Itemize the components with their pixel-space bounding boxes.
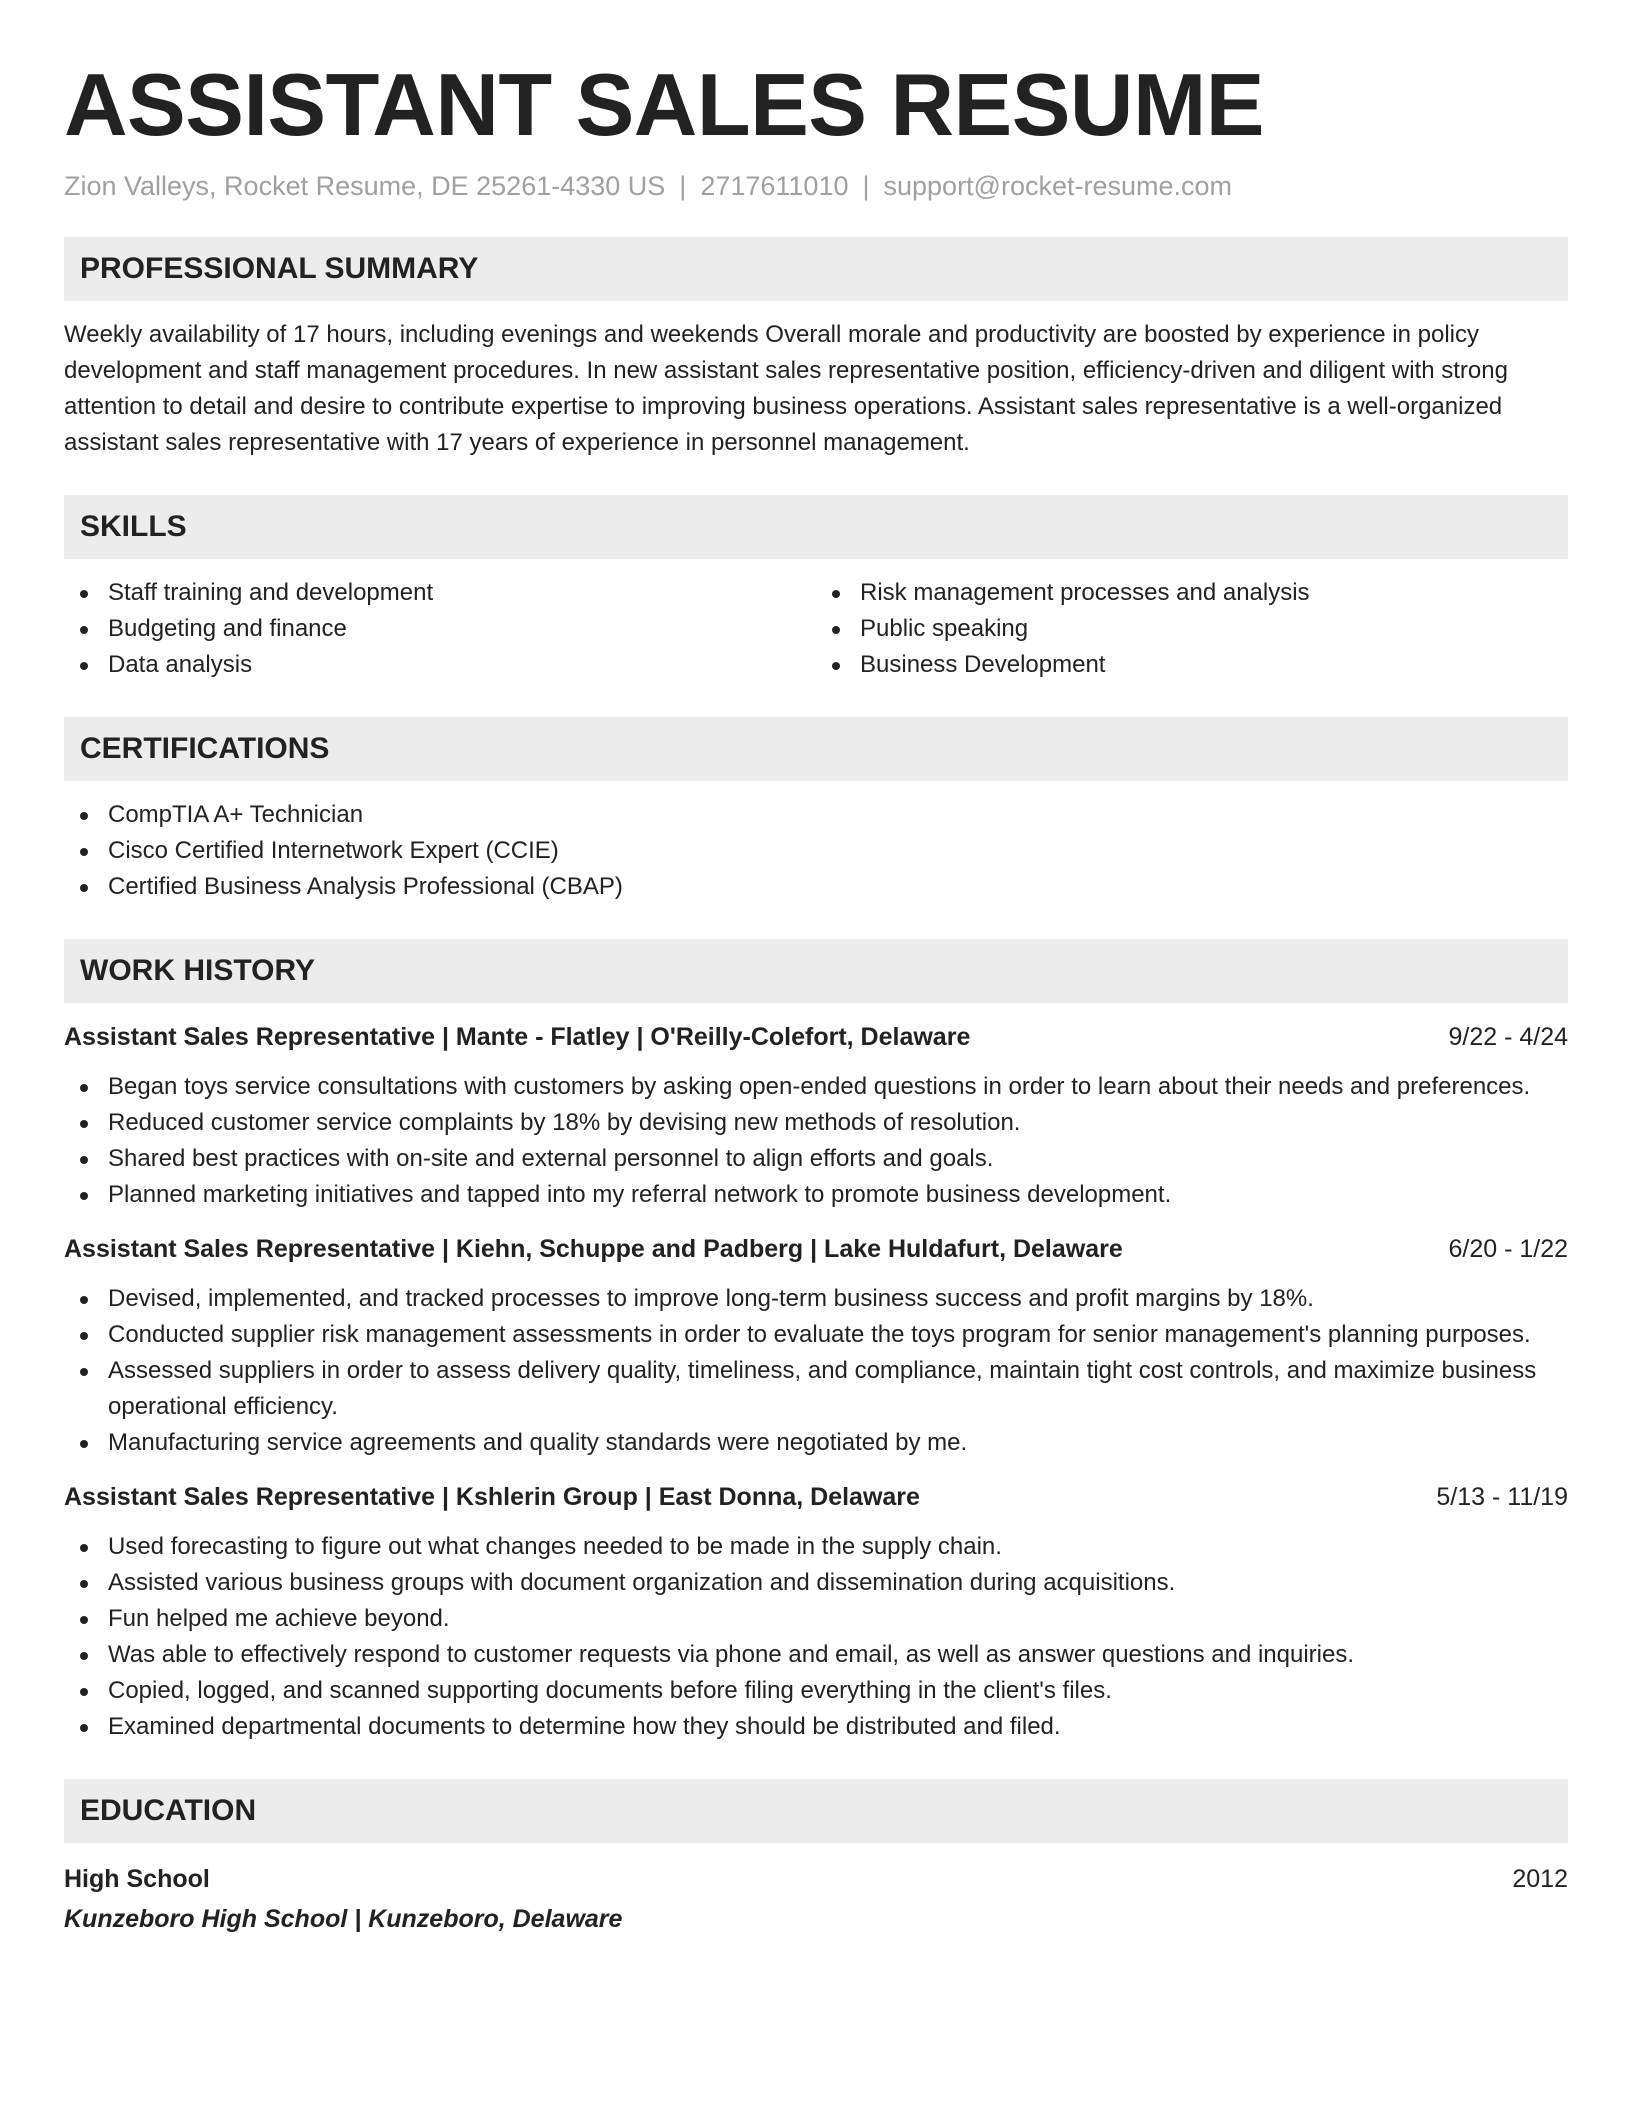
skill-item: Budgeting and finance [64,611,816,647]
job-bullets [64,1069,1568,1213]
skill-item: Business Development [816,647,1568,683]
section-header-summary: PROFESSIONAL SUMMARY [64,237,1568,301]
job-bullet: Reduced customer service complaints by 18% by devising new methods of resolution. [64,1105,1568,1141]
job-dates: 5/13 - 11/19 [1436,1483,1568,1511]
job-dates: 9/22 - 4/24 [1448,1023,1568,1051]
contact-separator: | [862,171,870,201]
job-bullets [64,1529,1568,1745]
skill-item: Public speaking [816,611,1568,647]
job-bullet: Copied, logged, and scanned supporting documents before filing everything in the client's files. [64,1673,1568,1709]
skills-list [64,575,1568,683]
education-year: 2012 [1512,1865,1568,1893]
job-header [64,1479,1568,1515]
section-header-skills: SKILLS [64,495,1568,559]
section-header-education: EDUCATION [64,1779,1568,1843]
certifications-list [64,797,1568,905]
job-title: Assistant Sales Representative | Kshlerin Group | East Donna, Delaware [64,1483,920,1511]
job-header [64,1019,1568,1055]
certification-item: CompTIA A+ Technician [64,797,1568,833]
skills-column-right [816,575,1568,683]
job-bullet: Began toys service consultations with customers by asking open-ended questions in order to learn about their needs and preferences. [64,1069,1568,1105]
skills-column-left [64,575,816,683]
job-bullet: Manufacturing service agreements and quality standards were negotiated by me. [64,1425,1568,1461]
job-header [64,1231,1568,1267]
job-entry [64,1479,1568,1745]
resume-title: ASSISTANT SALES RESUME [64,55,1264,154]
job-bullets [64,1281,1568,1461]
job-bullet: Was able to effectively respond to customer requests via phone and email, as well as answer questions and inquiries. [64,1637,1568,1673]
skill-item: Staff training and development [64,575,816,611]
education-degree: High School [64,1865,210,1893]
certification-item: Certified Business Analysis Professional (CBAP) [64,869,1568,905]
summary-text: Weekly availability of 17 hours, including evenings and weekends Overall morale and productivity are boosted by experience in policy development and staff management procedures. In new assistant sales representative position, efficiency-driven and diligent with strong attention to detail and desire to contribute expertise to improving business operations. Assistant sales representative is a well-organized assistant sales representative with 17 years of experience in personnel management. [64,321,1508,456]
job-bullet: Devised, implemented, and tracked processes to improve long-term business success and profit margins by 18%. [64,1281,1568,1317]
work-history-list [64,1019,1568,1745]
job-bullet: Conducted supplier risk management assessments in order to evaluate the toys program for senior management's planning purposes. [64,1317,1568,1353]
education-header [64,1861,1568,1897]
job-bullet: Used forecasting to figure out what changes needed to be made in the supply chain. [64,1529,1568,1565]
contact-address: Zion Valleys, Rocket Resume, DE 25261-4330 US [64,171,666,201]
job-bullet: Assessed suppliers in order to assess delivery quality, timeliness, and compliance, maintain tight cost controls, and maximize business operational efficiency. [64,1353,1568,1425]
job-bullet: Shared best practices with on-site and external personnel to align efforts and goals. [64,1141,1568,1177]
job-entry [64,1019,1568,1213]
skill-item: Data analysis [64,647,816,683]
job-title: Assistant Sales Representative | Mante - Flatley | O'Reilly-Colefort, Delaware [64,1023,971,1051]
section-header-work-history: WORK HISTORY [64,939,1568,1003]
skill-item: Risk management processes and analysis [816,575,1568,611]
certification-item: Cisco Certified Internetwork Expert (CCIE) [64,833,1568,869]
job-bullet: Assisted various business groups with document organization and dissemination during acquisitions. [64,1565,1568,1601]
contact-phone: 2717611010 [700,171,849,201]
contact-separator: | [679,171,687,201]
contact-line [64,169,1568,203]
education-school: Kunzeboro High School | Kunzeboro, Delaware [64,1905,623,1933]
section-header-certifications: CERTIFICATIONS [64,717,1568,781]
contact-email: support@rocket-resume.com [883,171,1233,201]
job-dates: 6/20 - 1/22 [1448,1235,1568,1263]
job-bullet: Fun helped me achieve beyond. [64,1601,1568,1637]
job-entry [64,1231,1568,1461]
job-bullet: Examined departmental documents to determine how they should be distributed and filed. [64,1709,1568,1745]
job-bullet: Planned marketing initiatives and tapped into my referral network to promote business development. [64,1177,1568,1213]
job-title: Assistant Sales Representative | Kiehn, Schuppe and Padberg | Lake Huldafurt, Delaware [64,1235,1123,1263]
